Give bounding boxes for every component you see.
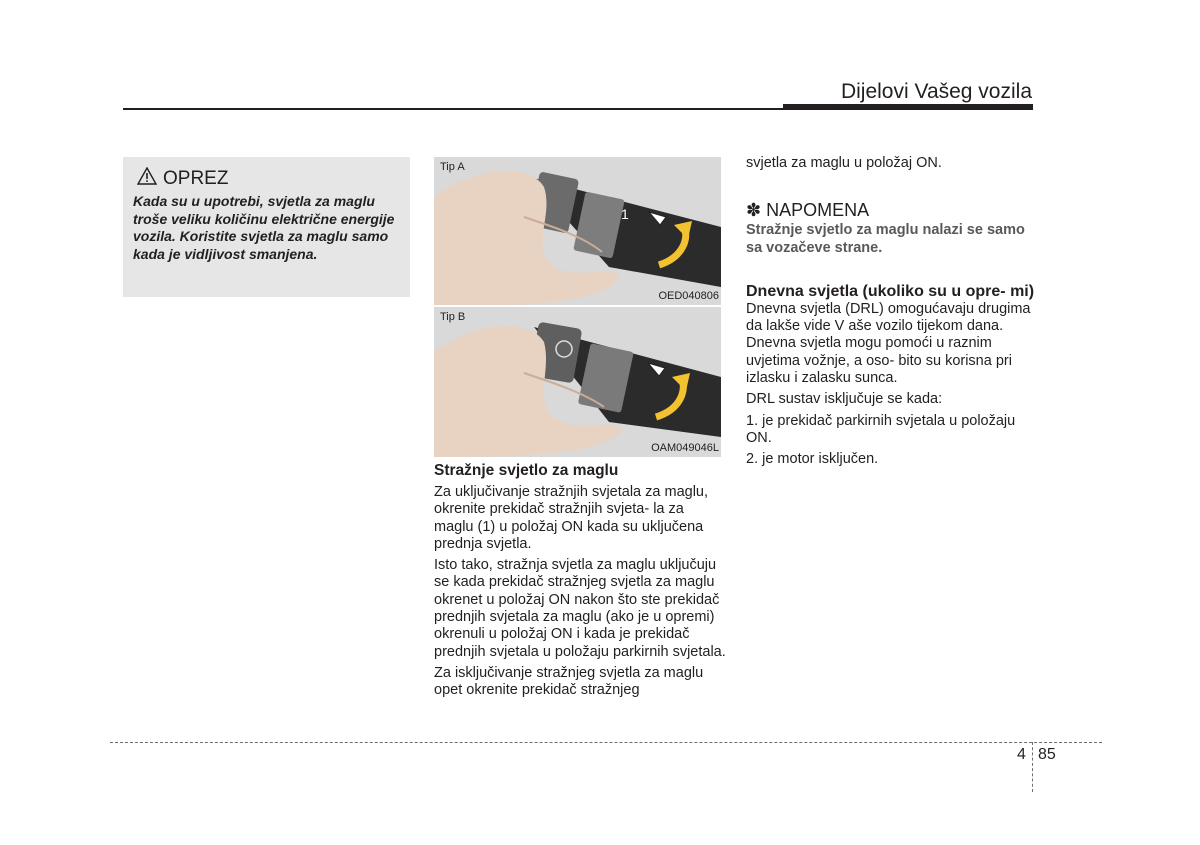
right-column [746,155,1038,472]
figure-code: OED040806 [658,290,719,302]
paragraph: DRL sustav isključuje se kada: [746,391,943,408]
list-item: 2. je motor isključen. [746,451,879,468]
header-rule-accent [783,104,1033,110]
figure-tip-label: Tip A [440,161,465,173]
page-number: 85 [1038,746,1056,763]
note-text: Stražnje svjetlo za maglu nalazi se samo sa vozačeve strane. [746,222,1025,256]
paragraph: Isto tako, stražnja svjetla za maglu uključuju se kada prekidač stražnjeg svjetla za maglu okrenet u položaj ON nakon što ste prekidač prednjih svjetala za maglu (ako je u opremi) okrenuli u položaj ON i kada je prekidač prednjih svjetala u položaju parkirnih svjetala. [434,557,726,660]
figure-tip-b [434,307,721,457]
fog-switch-illustration-a [434,157,721,305]
svg-text:1: 1 [621,206,629,222]
section-number: 4 [1017,746,1026,763]
note-title: ✽ NAPOMENA [746,200,870,221]
figure-tip-a [434,157,721,305]
figure-code: OAM049046L [651,442,719,454]
caution-title: OPREZ [163,167,229,189]
paragraph: Za isključivanje stražnjeg svjetla za maglu opet okrenite prekidač stražnjeg [434,664,704,699]
section-heading: Stražnje svjetlo za maglu [434,462,619,479]
footer-divider [1032,742,1033,792]
fog-switch-illustration-b [434,307,721,457]
caution-text: Kada su u upotrebi, svjetla za maglu troše veliku količinu električne energije vozila. Koristite svjetla za maglu samo kada je vidljivost smanjena. [133,193,395,262]
paragraph: Dnevna svjetla (DRL) omogućavaju drugima da lakše vide V aše vozilo tijekom dana. Dnevna svjetla mogu pomoći u raznim uvjetima vožnje, a oso- bito su korisna pri izlasku i zalasku sunca. [746,300,1031,386]
footer-rule [110,742,1102,743]
rear-fog-section [434,462,726,704]
drl-heading: Dnevna svjetla (ukoliko su u opre- mi) [746,283,1035,301]
paragraph: Za uključivanje stražnjih svjetala za maglu, okrenite prekidač stražnjih svjeta- la za maglu (1) u položaj ON kada su uključena prednja svjetla. [434,484,709,552]
list-item: 1. je prekidač parkirnih svjetala u položaju ON. [746,412,1016,446]
figure-tip-label: Tip B [440,311,466,323]
caution-header [137,167,228,190]
warning-triangle-icon [137,167,157,190]
caution-box [123,157,410,297]
page-header-title: Dijelovi Vašeg vozila [840,80,1032,103]
paragraph-continuation: svjetla za maglu u položaj ON. [746,155,942,171]
